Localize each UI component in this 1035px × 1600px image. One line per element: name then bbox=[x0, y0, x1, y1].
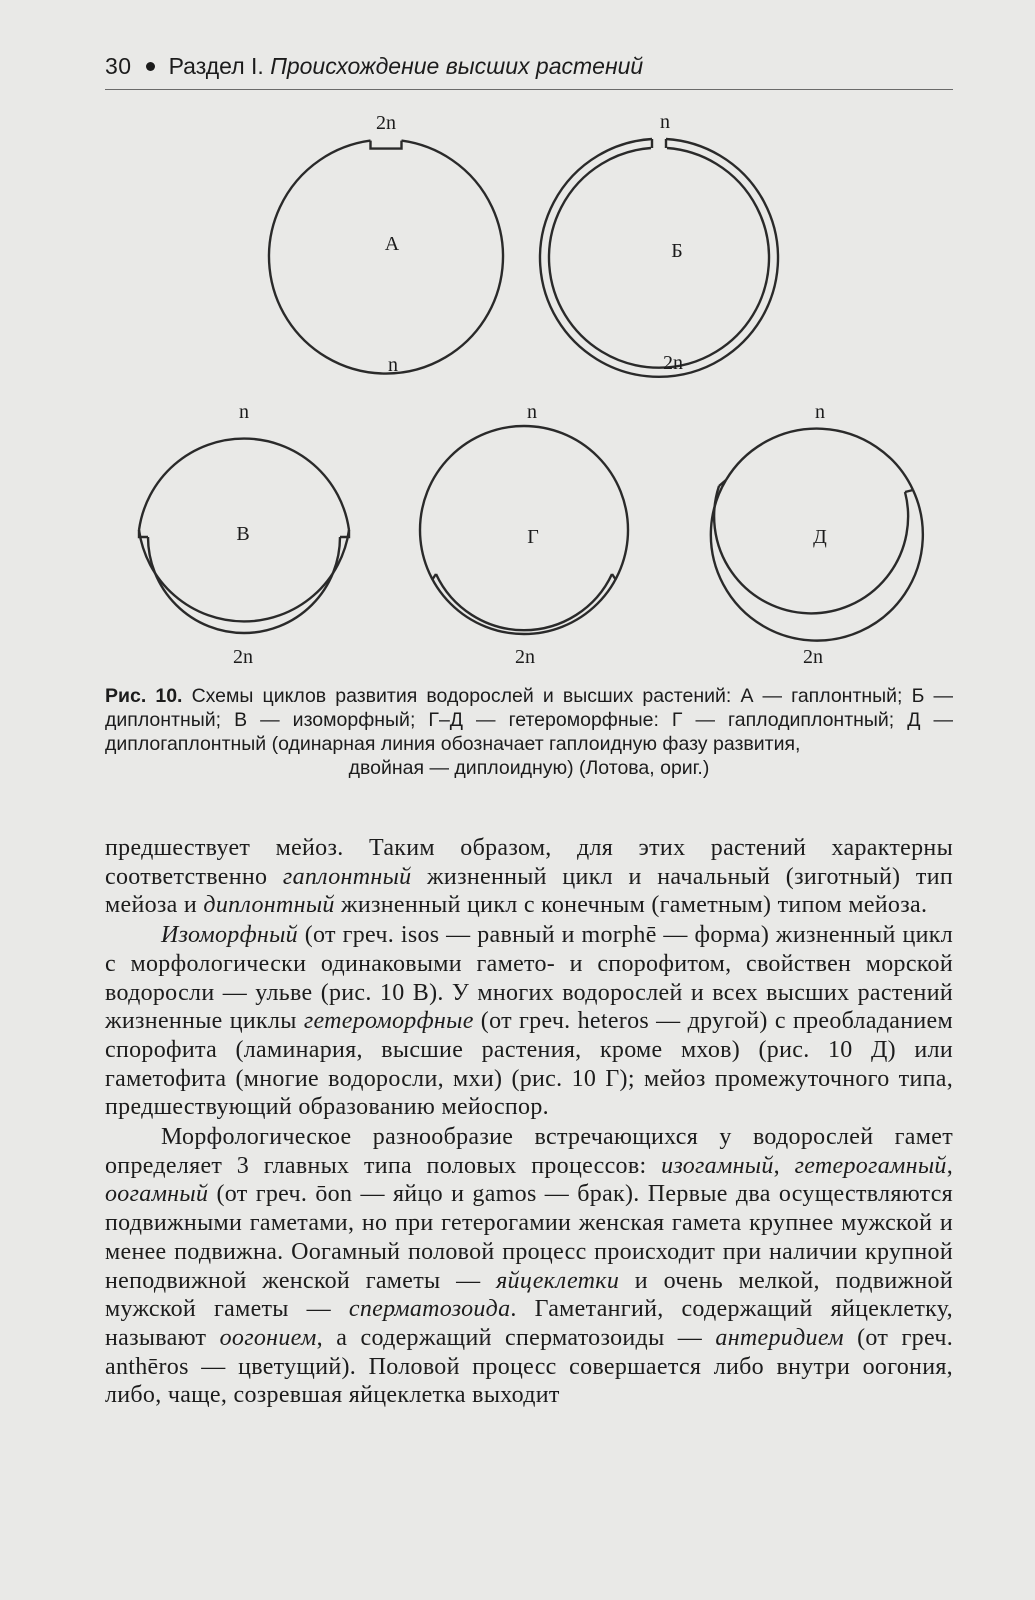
diagram-a-letter: А bbox=[384, 233, 400, 255]
p3-text-2: , bbox=[773, 1152, 795, 1179]
p3-text-8: (от греч. anthēros — цветущий). Половой процесс совершается либо внутри оогония, либо, чаще, созревшая яйцеклетка выходит bbox=[105, 1324, 953, 1409]
p3-text-3: , bbox=[946, 1152, 953, 1179]
caption-last-line: двойная — диплоидную) (Лотова, ориг.) bbox=[348, 757, 710, 779]
p3-text-7: , а содержащий сперматозоиды — bbox=[316, 1324, 716, 1351]
p3-text-1: Морфологическое разнообразие встречающихся у водорослей гамет определяет 3 главных типа половых процессов: bbox=[105, 1124, 953, 1179]
term-spermatozoid: сперматозоида bbox=[348, 1296, 511, 1323]
diagram-b-top-label: n bbox=[660, 111, 670, 133]
diagram-b-bottom-label: 2n bbox=[663, 352, 683, 374]
diagram-g-letter: Г bbox=[527, 526, 539, 548]
diagram-g-bottom-label: 2n bbox=[515, 646, 535, 668]
figure-caption bbox=[105, 684, 953, 780]
term-isomorphic: Изоморфный bbox=[161, 922, 298, 949]
term-haplontic: гаплонтный bbox=[282, 863, 412, 890]
p1-text-2: жизненный цикл и начальный (зиготный) тип мейоза и bbox=[105, 863, 953, 919]
paragraph-3 bbox=[105, 1123, 953, 1410]
term-heteromorphic: гетероморфные bbox=[303, 1008, 474, 1035]
section-title: Происхождение высших растений bbox=[270, 53, 644, 79]
term-antheridium: антеридием bbox=[715, 1324, 844, 1351]
diagram-g bbox=[420, 426, 628, 634]
diagram-a-bottom-label: n bbox=[388, 354, 398, 376]
term-oogonium: оогонием bbox=[219, 1324, 317, 1351]
page-number: 30 bbox=[105, 53, 132, 79]
p3-text-4: (от греч. ōon — яйцо и gamos — брак). Первые два осуществляются подвижными гаметами, но при гетерогамии женская гамета крупнее мужской и менее подвижна. Оогамный половой процесс происходит при наличии крупной неподвижной женской гаметы — bbox=[105, 1181, 953, 1294]
diagram-v-top-label: n bbox=[239, 401, 249, 423]
paragraph-1 bbox=[105, 834, 953, 920]
term-diplontic: диплонтный bbox=[203, 892, 335, 919]
diagram-b-letter: Б bbox=[671, 240, 683, 262]
p1-text-3: жизненный цикл с конечным (гаметным) типом мейоза. bbox=[334, 892, 928, 919]
diagram-v-bottom-label: 2n bbox=[233, 646, 253, 668]
p2-text-2: (от греч. heteros — другой) с преобладанием спорофита (ламинария, высшие растения, кроме мхов) (рис. 10 Д) или гаметофита (многие водоросли, мхи) (рис. 10 Г); мейоз промежуточного типа, предшествующий образованию мейоспор. bbox=[105, 1008, 953, 1121]
term-egg-cell: яйцеклетки bbox=[496, 1267, 620, 1294]
diagram-b bbox=[540, 139, 778, 377]
term-isogamous: изогамный bbox=[661, 1152, 774, 1179]
life-cycle-diagrams bbox=[0, 0, 1035, 680]
diagram-a bbox=[269, 141, 503, 374]
caption-text: Схемы циклов развития водорослей и высших растений: А — гаплонтный; Б — диплонтный; В — изоморфный; Г–Д — гетероморфные: Г — гаплодиплонтный; Д — диплогаплонтный (одинарная линия обозначает гаплоидную фазу развития, bbox=[105, 685, 953, 755]
diagram-g-top-label: n bbox=[527, 401, 537, 423]
section-label: Раздел I. bbox=[168, 53, 264, 79]
body-text bbox=[105, 834, 953, 1410]
caption-label: Рис. 10. bbox=[105, 685, 183, 707]
term-heterogamous: гетерогамный bbox=[794, 1152, 947, 1179]
figure-10 bbox=[0, 0, 1035, 680]
diagram-v-letter: В bbox=[236, 523, 250, 545]
diagram-a-top-label: 2n bbox=[376, 112, 396, 134]
p3-text-6: . Гаметангий, содержащий яйцеклетку, называют bbox=[105, 1296, 953, 1351]
p2-text-1: (от греч. isos — равный и morphē — форма) жизненный цикл с морфологически одинаковыми гамето- и спорофитом, свойствен морской водоросли — ульве (рис. 10 В). У многих водорослей и всех высших растений жизненные циклы bbox=[105, 922, 953, 1035]
diagram-d-top-label: n bbox=[815, 401, 825, 423]
p3-text-5: и очень мелкой, подвижной мужской гаметы — bbox=[105, 1267, 953, 1323]
diagram-d-letter: Д bbox=[813, 526, 827, 548]
term-oogamous: оогамный bbox=[105, 1181, 209, 1208]
diagram-d-bottom-label: 2n bbox=[803, 646, 823, 668]
paragraph-2 bbox=[105, 921, 953, 1122]
p1-text-1: предшествует мейоз. Таким образом, для этих растений характерны соответственно bbox=[105, 835, 953, 890]
